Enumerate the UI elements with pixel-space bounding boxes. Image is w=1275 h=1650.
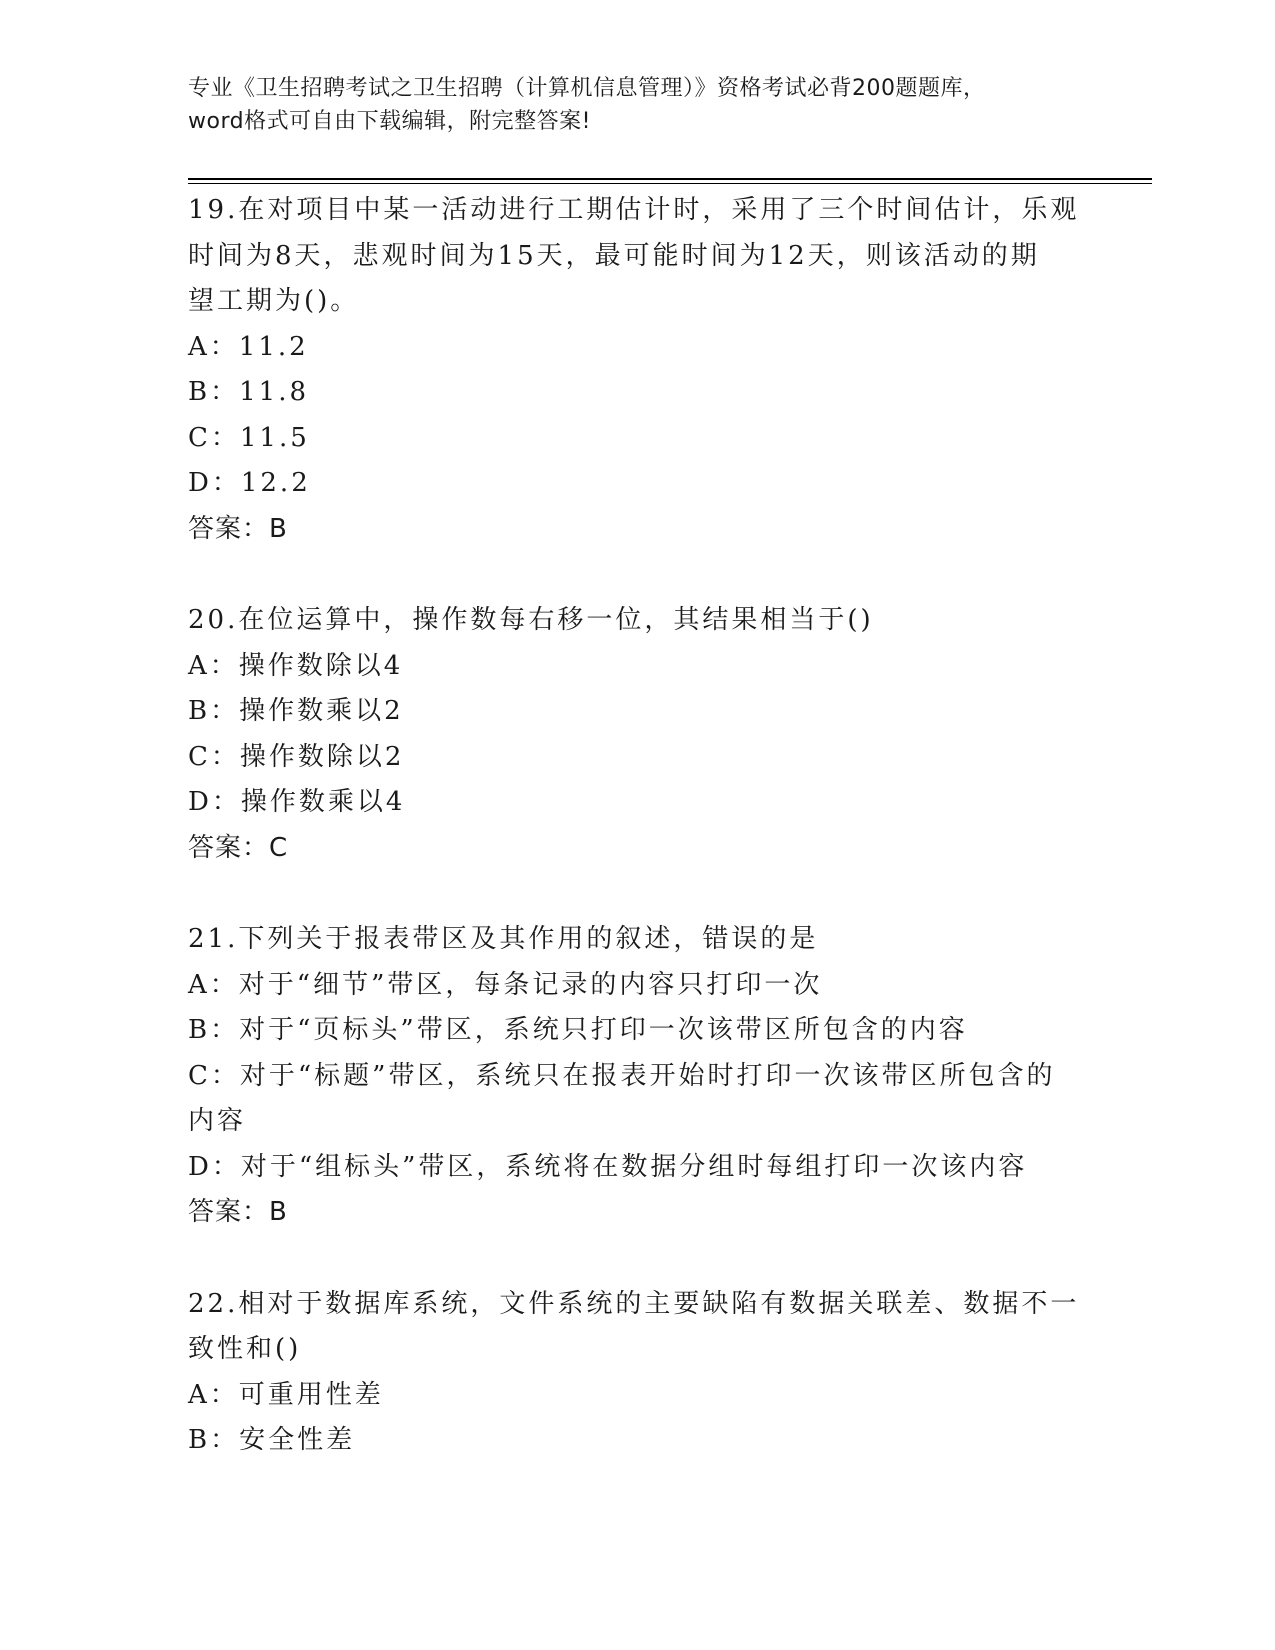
- question-21: [188, 917, 1088, 1236]
- spacer: [188, 871, 1088, 917]
- option-a: A：11.2: [188, 331, 309, 362]
- option-a: A：对于“细节”带区，每条记录的内容只打印一次: [188, 969, 823, 1000]
- option-c: C：对于“标题”带区，系统只在报表开始时打印一次该带区所包含的: [188, 1060, 1056, 1091]
- option-d: D：对于“组标头”带区，系统将在数据分组时每组打印一次该内容: [188, 1151, 1028, 1182]
- spacer: [188, 1236, 1088, 1282]
- header-line-2: word格式可自由下载编辑，附完整答案!: [188, 109, 591, 134]
- question-stem: 19.在对项目中某一活动进行工期估计时，采用了三个时间估计，乐观: [188, 195, 1080, 225]
- spacer: [188, 552, 1088, 598]
- option-b: B：操作数乘以2: [188, 696, 404, 726]
- option-c: C：11.5: [188, 422, 310, 453]
- option-c-continued: 内容: [188, 1106, 247, 1136]
- question-20: [188, 598, 1088, 871]
- question-stem: 望工期为()。: [188, 286, 360, 316]
- option-b: B：11.8: [188, 377, 309, 407]
- header-line-1: 专业《卫生招聘考试之卫生招聘（计算机信息管理）》资格考试必背200题题库，: [188, 76, 986, 101]
- answer: 答案：C: [188, 832, 289, 863]
- option-a: A：可重用性差: [188, 1379, 384, 1410]
- question-stem: 致性和(): [188, 1334, 302, 1364]
- question-stem: 21.下列关于报表带区及其作用的叙述，错误的是: [188, 924, 819, 954]
- question-stem: 22.相对于数据库系统，文件系统的主要缺陷有数据关联差、数据不一: [188, 1288, 1080, 1319]
- option-d: D：12.2: [188, 468, 311, 498]
- option-b: B：对于“页标头”带区，系统只打印一次该带区所包含的内容: [188, 1015, 968, 1045]
- option-b: B：安全性差: [188, 1425, 356, 1455]
- question-stem: 20.在位运算中，操作数每右移一位，其结果相当于(): [188, 605, 874, 635]
- header-divider-thin: [188, 183, 1152, 184]
- question-list: [188, 188, 1088, 1464]
- answer: 答案：B: [188, 513, 288, 544]
- option-a: A：操作数除以4: [188, 650, 404, 681]
- option-c: C：操作数除以2: [188, 741, 405, 772]
- question-22: [188, 1282, 1088, 1464]
- question-stem: 时间为8天，悲观时间为15天，最可能时间为12天，则该活动的期: [188, 240, 1040, 271]
- header-divider-thick: [188, 178, 1152, 180]
- option-d: D：操作数乘以4: [188, 787, 406, 817]
- answer: 答案：B: [188, 1197, 288, 1227]
- question-19: [188, 188, 1088, 552]
- document-header: [188, 72, 1088, 138]
